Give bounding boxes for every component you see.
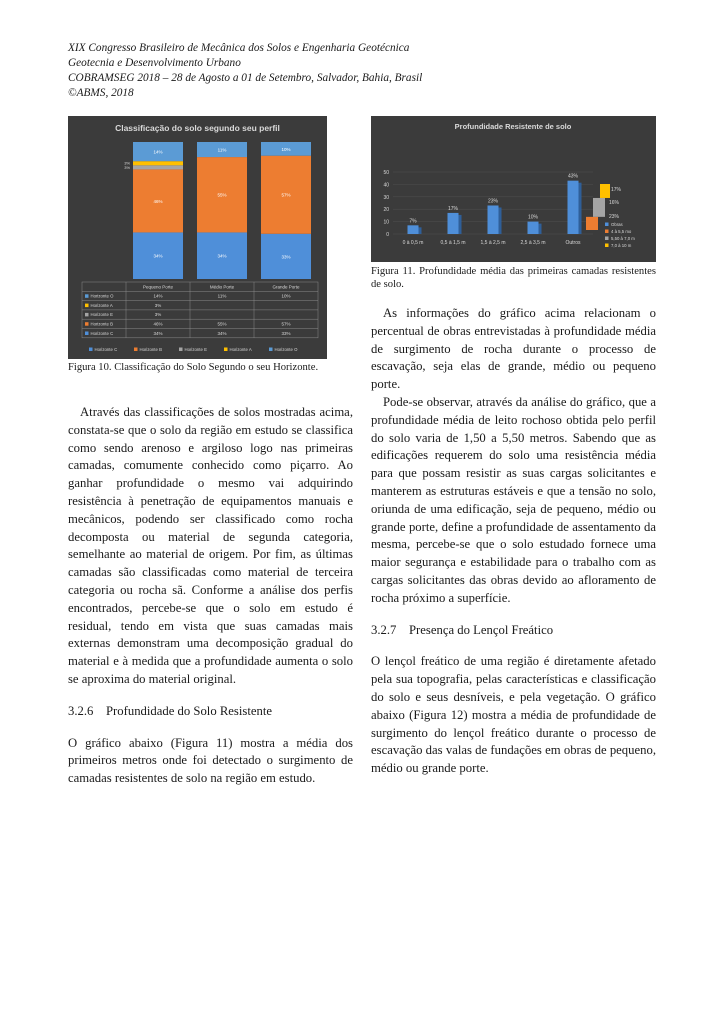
bar-value-label: 10% [527, 214, 539, 221]
right-column [371, 305, 656, 778]
table-cell: 57% [281, 321, 291, 327]
table-legend-key [85, 332, 89, 336]
bar-value-label: 14% [153, 149, 163, 155]
figure-11-title: Profundidade Resistente de solo [454, 122, 572, 131]
bar-value-label: 43% [567, 173, 579, 180]
bar-value-label: 46% [153, 198, 163, 204]
section-title: Profundidade do Solo Resistente [106, 703, 272, 718]
table-header-cell: Pequeno Porte [142, 284, 174, 290]
paragraph-chart-info: As informações do gráfico acima relacionam o percentual de obras entrevistadas à profundidade média de surgimento de rocha durante o processo de escavação, seja elas de grande, médio ou pequeno porte. [371, 306, 656, 392]
bar-value-label: 57% [281, 192, 291, 198]
y-tick-label: 30 [383, 194, 389, 201]
legend-label: Horizonte O [274, 347, 298, 352]
section-heading-3-2-7 [371, 622, 656, 640]
table-legend-key [85, 313, 89, 317]
bar [408, 225, 419, 234]
figure-11-legend [605, 222, 635, 248]
table-row-label: Horizonte A [90, 302, 113, 308]
x-tick-label: 0 à 0,5 m [402, 240, 424, 246]
legend-key [605, 244, 609, 248]
outros-value-label: 23% [609, 214, 620, 220]
outros-value-label: 16% [609, 200, 620, 206]
section-title: Presença do Lençol Freático [409, 622, 554, 637]
header-line-conference: XIX Congresso Brasileiro de Mecânica dos Solos e Engenharia Geotécnica [68, 42, 410, 54]
bar-segment [133, 165, 183, 169]
outros-block [600, 184, 610, 198]
bar [488, 205, 499, 234]
paragraph-water-table: O lençol freático de uma região é diretamente afetado pela sua topografia, pelas características e classificação do solo e seus desníveis, e pela vegetação. O gráfico abaixo (Figura 12) mostra a média de profundidade de surgimento do lençol freático durante o processo de escavação das valas de fundações em obras de pequeno, médio ou grande porte. [371, 654, 656, 776]
x-tick-label: Outros [565, 240, 581, 246]
table-cell: 34% [217, 330, 227, 336]
legend-label: 7,0 à 10 m [611, 243, 632, 248]
paragraph-bedrock-depth: Pode-se observar, através da análise do gráfico, que a profundidade média de leito rochoso obtida pelo perfil do solo varia de 1,50 a 5,50 metros. Sabendo que as edificações requerem do solo uma resistência média para que possam resistir as suas cargas solicitantes e manterem as estruturas estáveis e que a tensão no solo, oriunda de uma edificação, seja de pequeno, médio ou grande porte, define a profundidade de assentamento da mesma, percebe-se que o solo estudado fornece uma maior segurança e estabilidade para o trabalho com as cargas solicitantes das obras devido ao afloramento de rocha próximo a superfície. [371, 394, 656, 605]
table-cell: 3% [154, 302, 162, 308]
figure-10-title: Classificação do solo segundo seu perfil [115, 123, 280, 133]
page-header [68, 41, 668, 101]
table-row-label: Horizonte B [90, 321, 113, 327]
legend-key [134, 348, 138, 352]
figure-11-chart [371, 116, 656, 262]
figure-10-caption: Figura 10. Classificação do Solo Segundo o seu Horizonte. [68, 362, 319, 373]
bar-side [499, 207, 502, 234]
section-heading-3-2-6 [68, 703, 353, 721]
legend-label: Horizonte E [184, 347, 207, 352]
bar-value-label: 34% [217, 253, 227, 259]
bar-value-label: 34% [153, 253, 163, 259]
header-line-copyright: ©ABMS, 2018 [68, 87, 134, 99]
table-cell: 55% [217, 321, 227, 327]
figure-10-bars [124, 142, 311, 279]
y-tick-label: 50 [383, 170, 389, 176]
figure-11-caption: Figura 11. Profundidade média das primeiras camadas resistentes de solo. [371, 266, 656, 291]
figure-10-svg [68, 116, 327, 359]
figure-11-svg [371, 116, 656, 262]
legend-label: Horizonte B [139, 347, 162, 352]
y-tick-label: 0 [386, 232, 389, 238]
figure-10-data-table [82, 282, 318, 338]
bar-value-label: 3% [124, 164, 130, 170]
table-legend-key [85, 304, 89, 308]
bar-value-label: 23% [487, 198, 499, 205]
legend-key [89, 348, 93, 352]
table-cell: 3% [154, 312, 162, 318]
table-cell: 33% [281, 330, 291, 336]
legend-key [605, 230, 609, 234]
bar-side [579, 183, 582, 234]
table-legend-key [85, 294, 89, 298]
bar-segment [133, 161, 183, 165]
table-legend-key [85, 322, 89, 326]
table-cell: 34% [153, 330, 163, 336]
legend-label: Horizonte A [229, 347, 252, 352]
legend-label: 4 à 5,5 mo [611, 229, 632, 234]
legend-key [269, 348, 273, 352]
bar-value-label: 3% [124, 160, 130, 166]
bar-side [539, 224, 542, 234]
table-row-label: Horizonte O [90, 293, 114, 299]
bar-value-label: 55% [217, 192, 227, 198]
table-header-cell: Grande Porte [272, 284, 300, 290]
section-number: 3.2.7 [371, 622, 397, 637]
table-cell: 46% [153, 321, 163, 327]
legend-key [605, 237, 609, 241]
table-row-label: Horizonte C [90, 330, 114, 336]
bar-value-label: 7% [409, 218, 417, 225]
bar [528, 222, 539, 234]
bar-value-label: 11% [217, 147, 227, 153]
x-tick-label: 0,5 à 1,5 m [440, 240, 466, 246]
table-cell: 14% [153, 293, 163, 299]
header-line-theme: Geotecnia e Desenvolvimento Urbano [68, 57, 241, 69]
section-number: 3.2.6 [68, 703, 94, 718]
table-row-label: Horizonte E [90, 312, 113, 318]
left-column [68, 404, 353, 788]
bar [568, 181, 579, 234]
x-tick-label: 1,5 à 2,5 m [480, 240, 506, 246]
x-tick-label: 2,5 à 3,5 m [520, 240, 546, 246]
y-tick-label: 10 [383, 219, 389, 226]
bar-side [459, 215, 462, 234]
bar-value-label: 33% [281, 254, 291, 260]
bar-side [419, 227, 422, 234]
legend-label: 5,50 à 7,0 m [611, 236, 635, 241]
legend-key [605, 223, 609, 227]
table-cell: 11% [217, 293, 227, 299]
outros-block [593, 198, 605, 217]
figure-10-legend [89, 347, 298, 352]
bar [448, 213, 459, 234]
table-header-cell: Médio Porte [209, 284, 235, 290]
bar-value-label: 17% [447, 205, 459, 212]
legend-label: Obras [611, 222, 623, 227]
paragraph-resistant-soil-intro: O gráfico abaixo (Figura 11) mostra a média dos primeiros metros onde foi detectado o surgimento de camadas resistentes de solo na região em estudo. [68, 735, 353, 786]
y-tick-label: 20 [383, 207, 389, 214]
y-tick-label: 40 [383, 182, 389, 189]
legend-label: Horizonte C [94, 347, 118, 352]
paragraph-soil-classification: Através das classificações de solos mostradas acima, constata-se que o solo da região em estudo se classifica como sendo arenoso e argiloso logo nas primeiras camadas, comumente conhecido como piçarro. Ao ganhar profundidade o mesmo vai adquirindo resistência à penetração de equipamentos manuais e mecânicos, podendo ser classificado como rocha decomposta ou material de segunda categoria, semelhante ao material de origem. Por fim, as últimas camadas são classificadas como material de terceira categoria ou rocha sã. Conforme a análise dos perfis encontrados, percebe-se que o solo em estudo é residual, tendo em vista que suas camadas mais externas demonstram uma decomposição gradual do material e à medida que a profundidade aumenta o solo se aproxima do material original. [68, 405, 353, 686]
outros-value-label: 17% [611, 187, 622, 193]
outros-block [586, 217, 598, 230]
bar-value-label: 10% [281, 146, 291, 152]
legend-key [179, 348, 183, 352]
legend-key [224, 348, 228, 352]
figure-10-chart [68, 116, 327, 359]
header-line-event: COBRAMSEG 2018 – 28 de Agosto a 01 de Setembro, Salvador, Bahia, Brasil [68, 72, 423, 84]
table-cell: 10% [281, 293, 291, 299]
